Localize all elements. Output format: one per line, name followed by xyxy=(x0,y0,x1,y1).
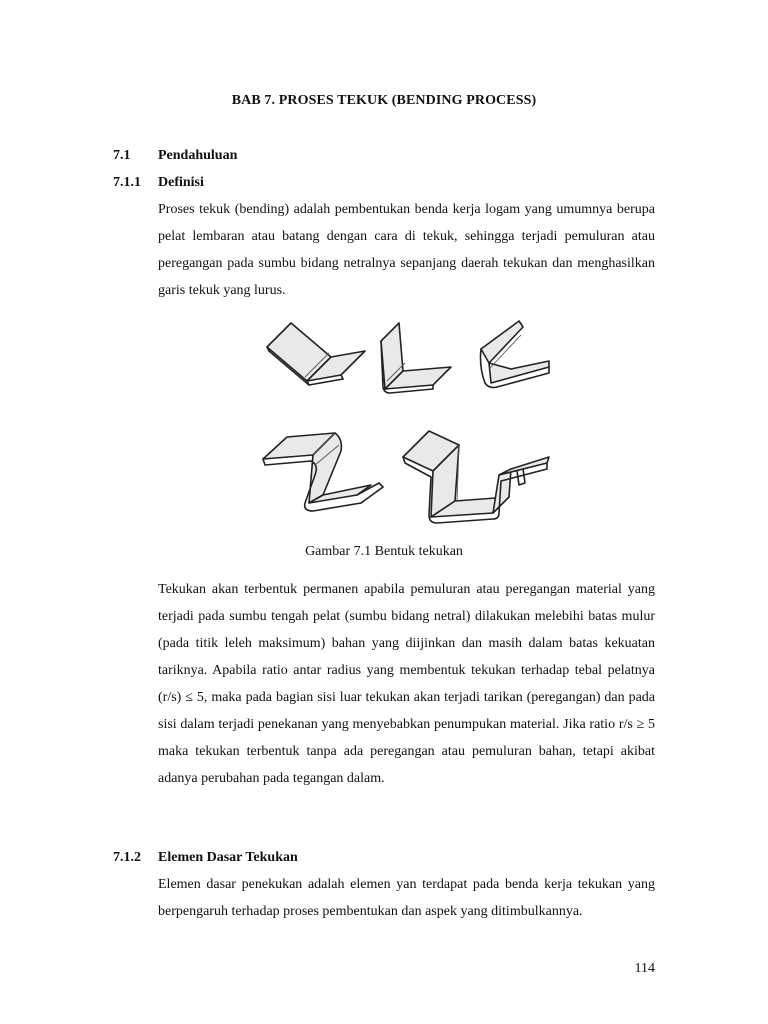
figure-caption: Gambar 7.1 Bentuk tekukan xyxy=(305,544,463,559)
paragraph-basic-elements: Elemen dasar penekukan adalah elemen yan terdapat pada benda kerja tekukan yang berpengaruh terhadap proses pembentukan dan aspek yang ditimbulkannya. xyxy=(158,877,655,919)
acute-angle-bend-icon xyxy=(481,321,550,388)
section-number: 7.1.1 xyxy=(113,175,141,190)
section-number: 7.1 xyxy=(113,148,131,163)
paragraph-bending-conditions: Tekukan akan terbentuk permanen apabila pemuluran atau peregangan material yang terjadi pada sumbu tengah pelat (sumbu bidang netral) dilakukan melebihi batas mulur (pada titik leleh maksimum) bahan yang diijinkan dan masih dalam batas kekuatan tariknya. Apabila ratio antar radius yang membentuk tekukan terhadap tebal pelatnya (r/s) ≤ 5, maka pada bagian sisi luar tekukan akan terjadi tarikan (peregangan) dan pada sisi dalam terjadi penekanan yang menyebabkan penumpukan material. Jika ratio r/s ≥ 5 maka tekukan terbentuk tanpa ada peregangan atau pemuluran bahan, tetapi akibat adanya perubahan pada tegangan dalam. xyxy=(158,582,655,786)
section-title: Elemen Dasar Tekukan xyxy=(158,850,298,865)
bending-shapes-illustration xyxy=(253,305,566,537)
section-title: Pendahuluan xyxy=(158,148,238,163)
paragraph-definition: Proses tekuk (bending) adalah pembentukan benda kerja logam yang umumnya berupa pelat lembaran atau batang dengan cara di tekuk, sehingga terjadi pemuluran atau peregangan pada sumbu bidang netralnya sepanjang daerah tekukan dan menghasilkan garis tekuk yang lurus. xyxy=(158,202,655,298)
zigzag-bend-icon xyxy=(263,433,383,511)
section-number: 7.1.2 xyxy=(113,850,141,865)
chapter-title: BAB 7. PROSES TEKUK (BENDING PROCESS) xyxy=(231,93,537,108)
section-title: Definisi xyxy=(158,175,204,190)
bending-shapes-figure xyxy=(253,305,566,537)
open-angle-bend-icon xyxy=(267,323,365,385)
page-number: 114 xyxy=(634,961,655,976)
u-channel-bend-icon xyxy=(403,431,549,523)
right-angle-bend-icon xyxy=(381,323,451,393)
